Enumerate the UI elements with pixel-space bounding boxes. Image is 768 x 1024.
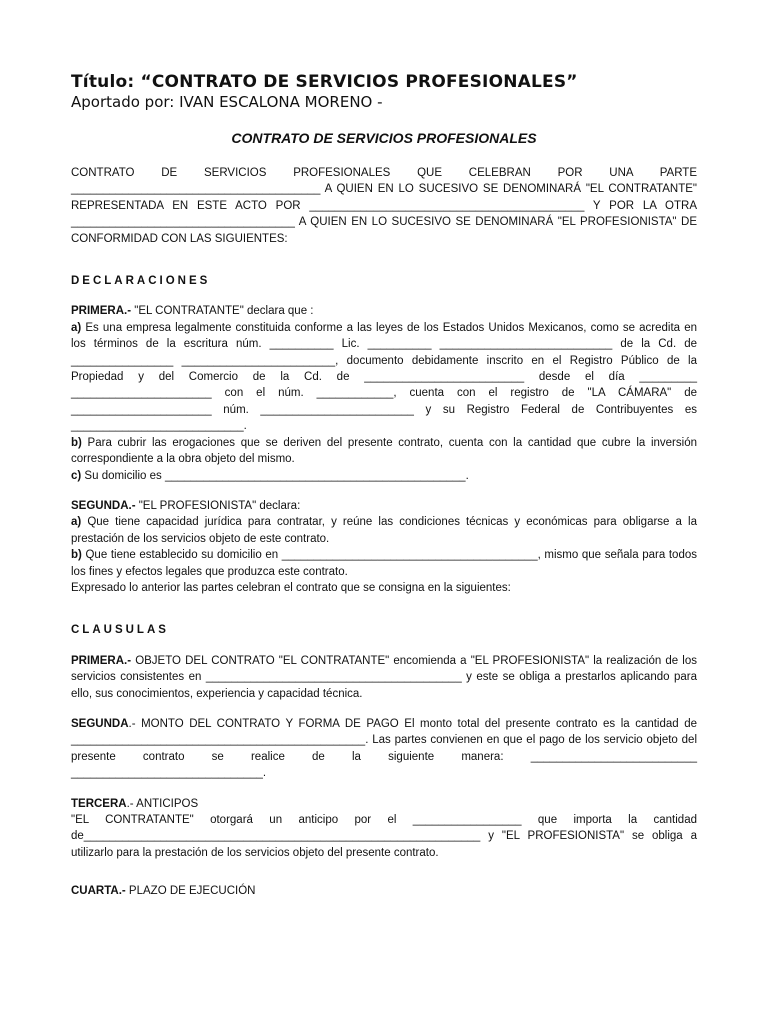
item-text: Que tiene establecido su domicilio en ________________________________________, mismo que señala para todos los fines y efectos legales que produzca este contrato. [71, 549, 697, 578]
declaracion-segunda-a [71, 514, 697, 547]
clausula-cuarta-text: PLAZO DE EJECUCIÓN [125, 885, 256, 898]
item-text: Que tiene capacidad jurídica para contratar, y reúne las condiciones técnicas y económicas para obligarse a la prestación de los servicios objeto de este contrato. [71, 516, 697, 545]
clausula-segunda-label: SEGUNDA [71, 717, 129, 730]
clausula-segunda-text: .- MONTO DEL CONTRATO Y FORMA DE PAGO El monto total del presente contrato es la cantidad de ______________________________________________. Las partes convienen en que el pago de los servicio objeto del presente contrato se realice de la siguiente manera: __________________________ ______________________________. [71, 717, 697, 780]
declaraciones-closing: Expresado lo anterior las partes celebran el contrato que se consigna en la siguientes: [71, 581, 511, 594]
item-text: Su domicilio es _______________________________________________. [81, 469, 469, 482]
clausula-segunda [71, 716, 697, 782]
item-label: a) [71, 516, 82, 529]
item-text: Para cubrir las erogaciones que se deriven del presente contrato, cuenta con la cantidad que cubre la inversión correspondiente a la obra objeto del mismo. [71, 436, 697, 466]
declaracion-segunda-label: SEGUNDA.- [71, 499, 136, 512]
document-heading-title: Título: “CONTRATO DE SERVICIOS PROFESIONALES” [71, 72, 578, 92]
declaracion-primera-c [71, 468, 697, 484]
item-label: b) [71, 549, 82, 562]
declaracion-primera-b [71, 435, 697, 468]
declaracion-segunda-text: "EL PROFESIONISTA" declara: [135, 499, 301, 512]
item-text: Es una empresa legalmente constituida conforme a las leyes de los Estados Unidos Mexicanos, como se acredita en los términos de la escritura núm. __________ Lic. __________ ___________________________ de la Cd. de ________________ ________________________, documento debidamente inscrito en el Registro Público de la Propiedad y del Comercio de la Cd. de _________________________ desde el día _________ ______________________ con el núm. ____________, cuenta con el registro de "LA CÁMARA" de ______________________ núm. ________________________ y su Registro Federal de Contribuyentes es ___________________________. [71, 321, 697, 433]
declaracion-primera-text: "EL CONTRATANTE" declara que : [131, 305, 314, 318]
clausulas-heading: CLAUSULAS [71, 624, 169, 637]
clausula-cuarta-label: CUARTA.- [71, 885, 126, 898]
contract-body [71, 165, 697, 900]
declaraciones-heading: DECLARACIONES [71, 275, 211, 288]
contract-title: CONTRATO DE SERVICIOS PROFESIONALES [231, 130, 537, 146]
declaracion-segunda-b [71, 547, 697, 580]
clausula-primera-text: OBJETO DEL CONTRATO "EL CONTRATANTE" encomienda a "EL PROFESIONISTA" la realización de los servicios consistentes en ________________________________________ y este se obliga a prestarlos aplicando para ello, sus conocimientos, experiencia y capacidad técnica. [71, 654, 697, 700]
clausula-cuarta [71, 883, 697, 899]
clausula-tercera-title-text: .- ANTICIPOS [126, 797, 199, 810]
document-header [71, 72, 578, 111]
declaracion-primera-a [71, 320, 697, 435]
item-label: b) [71, 436, 82, 449]
clausula-tercera-label: TERCERA [71, 797, 127, 810]
declaracion-primera-label: PRIMERA.- [71, 305, 132, 318]
item-label: c) [71, 469, 82, 482]
contributor-line: Aportado por: IVAN ESCALONA MORENO - [71, 93, 383, 111]
item-label: a) [71, 321, 82, 334]
clausula-primera [71, 653, 697, 702]
contract-intro: CONTRATO DE SERVICIOS PROFESIONALES QUE CELEBRAN POR UNA PARTE _______________________________________ A QUIEN EN LO SUCESIVO SE DENOMINARÁ "EL CONTRATANTE" REPRESENTADA EN ESTE ACTO POR ___________________________________________ Y POR LA OTRA ___________________________________ A QUIEN EN LO SUCESIVO SE DENOMINARÁ "EL PROFESIONISTA" DE CONFORMIDAD CON LAS SIGUIENTES: [71, 167, 697, 245]
declaracion-primera [71, 303, 697, 319]
clausula-tercera-title [71, 796, 697, 812]
clausula-tercera: "EL CONTRATANTE" otorgará un anticipo por el _________________ que importa la cantidad de______________________________________________________________ y "EL PROFESIONISTA" se obliga a utilizarlo para la prestación de los servicios objeto del presente contrato. [71, 814, 697, 859]
clausula-primera-label: PRIMERA.- [71, 654, 132, 667]
declaracion-segunda [71, 498, 697, 514]
